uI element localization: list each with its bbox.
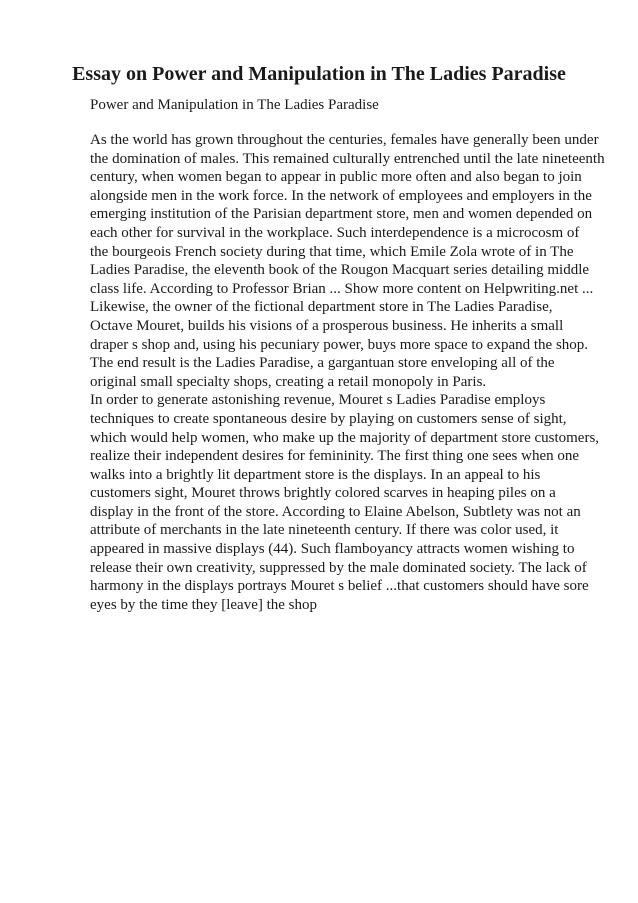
essay-line: class life. According to Professor Brian ... Show more content on Helpwriting.net ... — [90, 280, 594, 297]
essay-line: realize their independent desires for femininity. The first thing one sees when one — [90, 448, 580, 465]
essay-line: appeared in massive displays (44). Such flamboyancy attracts women wishing to — [90, 541, 575, 558]
essay-line: customers sight, Mouret throws brightly colored scarves in heaping piles on a — [90, 485, 556, 502]
essay-line: the domination of males. This remained culturally entrenched until the late nineteenth — [90, 150, 605, 167]
essay-line: Octave Mouret, builds his visions of a prosperous business. He inherits a small — [90, 317, 564, 334]
essay-body — [90, 131, 610, 614]
essay-line: As the world has grown throughout the centuries, females have generally been under — [90, 132, 599, 148]
essay-line: draper s shop and, using his pecuniary power, buys more space to expand the shop. — [90, 336, 589, 353]
essay-line: walks into a brightly lit department store is the displays. In an appeal to his — [90, 466, 541, 483]
essay-line: display in the front of the store. According to Elaine Abelson, Subtlety was not an — [90, 503, 581, 520]
essay-line: techniques to create spontaneous desire by playing on customers sense of sight, — [90, 410, 567, 427]
essay-line: Likewise, the owner of the fictional department store in The Ladies Paradise, — [90, 299, 553, 316]
essay-line: the bourgeois French society during that time, which Emile Zola wrote of in The — [90, 243, 574, 260]
essay-line: harmony in the displays portrays Mouret s belief ...that customers should have sore — [90, 578, 589, 595]
essay-line: emerging institution of the Parisian department store, men and women depended on — [90, 206, 593, 223]
essay-line: In order to generate astonishing revenue, Mouret s Ladies Paradise employs — [90, 392, 546, 409]
essay-line: each other for survival in the workplace. Such interdependence is a microcosm of — [90, 224, 580, 241]
essay-line: release their own creativity, suppressed by the male dominated society. The lack of — [90, 559, 587, 576]
essay-line: eyes by the time they [leave] the shop — [90, 596, 318, 613]
essay-line: Ladies Paradise, the eleventh book of the Rougon Macquart series detailing middle — [90, 262, 590, 279]
essay-line: century, when women began to appear in public more often and also began to join — [90, 169, 582, 186]
document-title: Essay on Power and Manipulation in The Ladies Paradise — [72, 63, 566, 85]
document-subtitle: Power and Manipulation in The Ladies Paradise — [90, 97, 379, 113]
essay-line: alongside men in the work force. In the network of employees and employers in the — [90, 187, 592, 204]
essay-line: attribute of merchants in the late nineteenth century. If there was color used, it — [90, 522, 559, 539]
essay-line: The end result is the Ladies Paradise, a gargantuan store enveloping all of the — [90, 355, 555, 372]
essay-line: original small specialty shops, creating a retail monopoly in Paris. — [90, 373, 487, 390]
essay-line: which would help women, who make up the majority of department store customers, — [90, 429, 600, 446]
